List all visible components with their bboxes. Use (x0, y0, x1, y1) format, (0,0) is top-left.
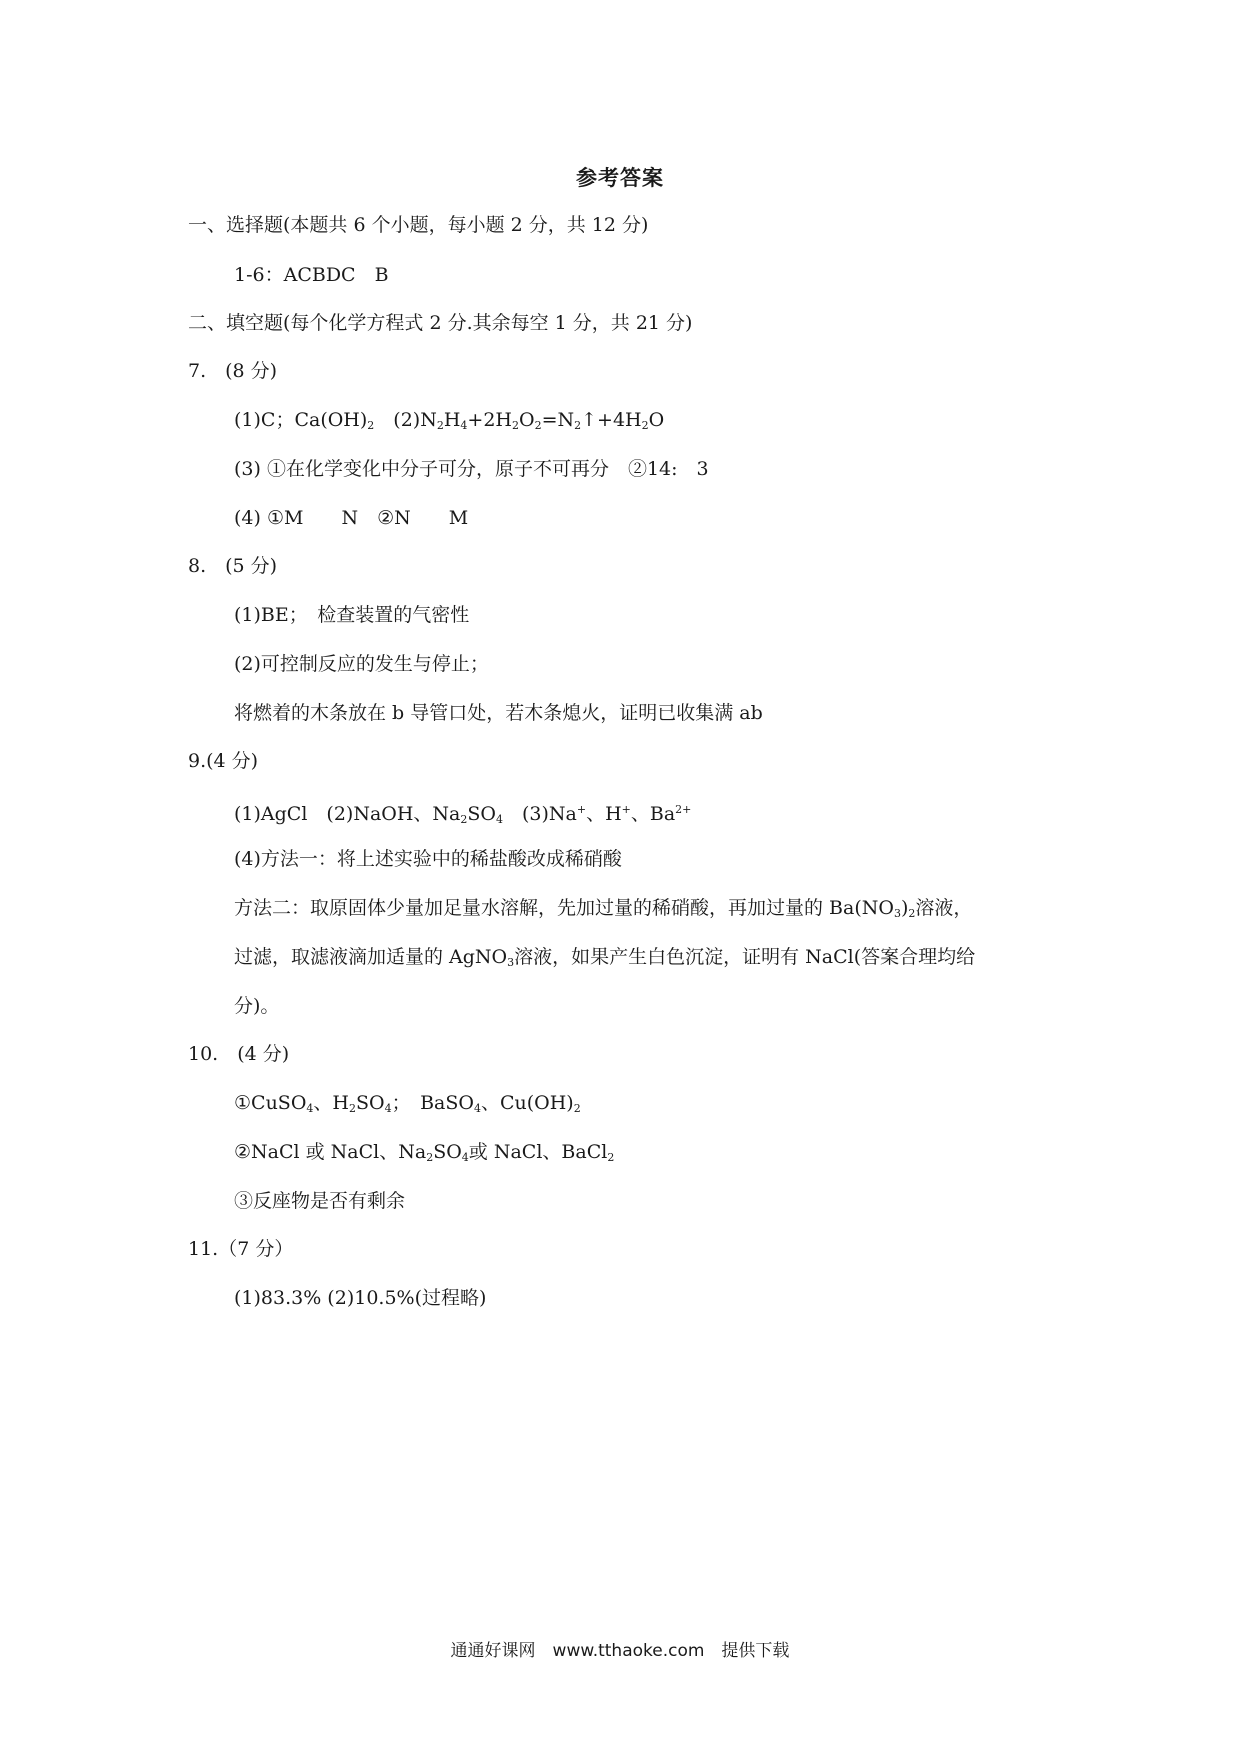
subscript: 4 (384, 1102, 392, 1115)
formula-text: ； BaSO (391, 1092, 474, 1114)
formula-text: O (648, 409, 665, 431)
section2-heading: 二、填空题(每个化学方程式 2 分.其余每空 1 分，共 21 分) (188, 312, 693, 334)
subscript: 4 (461, 1151, 469, 1164)
formula-text: (3)Na (502, 803, 577, 825)
formula-text: 、Cu(OH) (480, 1092, 574, 1114)
formula-text: (1)AgCl (2)NaOH、Na (234, 803, 461, 825)
formula-text: ↑+4H (581, 409, 642, 431)
q10-part2 (234, 1139, 614, 1171)
formula-text: 或 NaCl、BaCl (468, 1141, 608, 1163)
superscript: 2+ (675, 803, 692, 816)
superscript: + (621, 803, 631, 816)
superscript: + (576, 803, 587, 816)
subscript: 2 (426, 1151, 434, 1164)
section1-answers: 1-6：ACBDC B (234, 264, 389, 286)
subscript: 4 (306, 1102, 314, 1115)
subscript: 2 (436, 419, 444, 432)
q7-part4: (4) ①M N ②N M (234, 507, 469, 529)
subscript: 2 (607, 1151, 615, 1164)
q9-part1 (234, 797, 691, 833)
q7-part2-text: (2)N (374, 409, 437, 431)
subscript: 4 (473, 1102, 481, 1115)
formula-text: SO (355, 1092, 385, 1114)
q8-part2: (2)可控制反应的发生与停止； (234, 653, 489, 675)
subscript: 2 (348, 1102, 356, 1115)
subscript: 2 (534, 419, 542, 432)
q9-part4 (234, 944, 975, 976)
q7-number: 7. (8 分) (188, 360, 278, 382)
subscript: 2 (460, 813, 468, 826)
footer-source: 通通好课网 www.tthaoke.com 提供下载 (450, 1641, 790, 1661)
formula-text: ) (900, 897, 909, 919)
formula-text: 溶液，如果产生白色沉淀，证明有 NaCl(答案合理均给 (514, 946, 976, 968)
formula-text: SO (467, 803, 496, 825)
formula-text: 溶液， (915, 897, 973, 919)
subscript: 2 (574, 419, 582, 432)
q10-part3: ③反座物是否有剩余 (234, 1190, 406, 1212)
q10-number: 10. (4 分) (188, 1043, 290, 1065)
formula-text: ①CuSO (234, 1092, 307, 1114)
q9-part2: (4)方法一：将上述实验中的稀盐酸改成稀硝酸 (234, 848, 622, 870)
page-title: 参考答案 (576, 166, 664, 190)
formula-text: 过滤，取滤液滴加适量的 AgNO (234, 946, 508, 968)
formula-text: O (519, 409, 535, 431)
formula-text: 、H (586, 803, 622, 825)
q9-number: 9.(4 分) (188, 750, 259, 772)
formula-text: H (443, 409, 461, 431)
subscript: 2 (573, 1102, 581, 1115)
subscript: 3 (507, 956, 515, 969)
subscript: 3 (893, 907, 901, 920)
subscript: 2 (908, 907, 916, 920)
section1-heading: 一、选择题(本题共 6 个小题，每小题 2 分，共 12 分) (188, 214, 649, 236)
q8-part3: 将燃着的木条放在 b 导管口处，若木条熄火，证明已收集满 ab (234, 702, 763, 724)
formula-text: =N (541, 409, 575, 431)
q10-part1 (234, 1090, 581, 1122)
subscript: 4 (460, 419, 468, 432)
q9-part3 (234, 895, 972, 927)
formula-text: +2H (467, 409, 512, 431)
subscript: 2 (367, 419, 375, 432)
q11-number: 11.（7 分） (188, 1238, 294, 1260)
formula-text: 方法二：取原固体少量加足量水溶解，先加过量的稀硝酸，再加过量的 Ba(NO (234, 897, 894, 919)
subscript: 2 (641, 419, 649, 432)
formula-text: 、H (313, 1092, 349, 1114)
q7-part3: (3) ①在化学变化中分子可分，原子不可再分 ②14: 3 (234, 458, 709, 480)
subscript: 4 (495, 813, 503, 826)
q9-part5: 分)。 (234, 995, 280, 1017)
q8-number: 8. (5 分) (188, 555, 278, 577)
q7-part1 (234, 407, 664, 439)
subscript: 2 (512, 419, 519, 432)
q7-part1-text: (1)C；Ca(OH) (234, 409, 368, 431)
q8-part1: (1)BE； 检查装置的气密性 (234, 604, 470, 626)
formula-text: ②NaCl 或 NaCl、Na (234, 1141, 427, 1163)
q11-part1: (1)83.3% (2)10.5%(过程略) (234, 1287, 487, 1309)
formula-text: SO (433, 1141, 462, 1163)
formula-text: 、Ba (630, 803, 676, 825)
